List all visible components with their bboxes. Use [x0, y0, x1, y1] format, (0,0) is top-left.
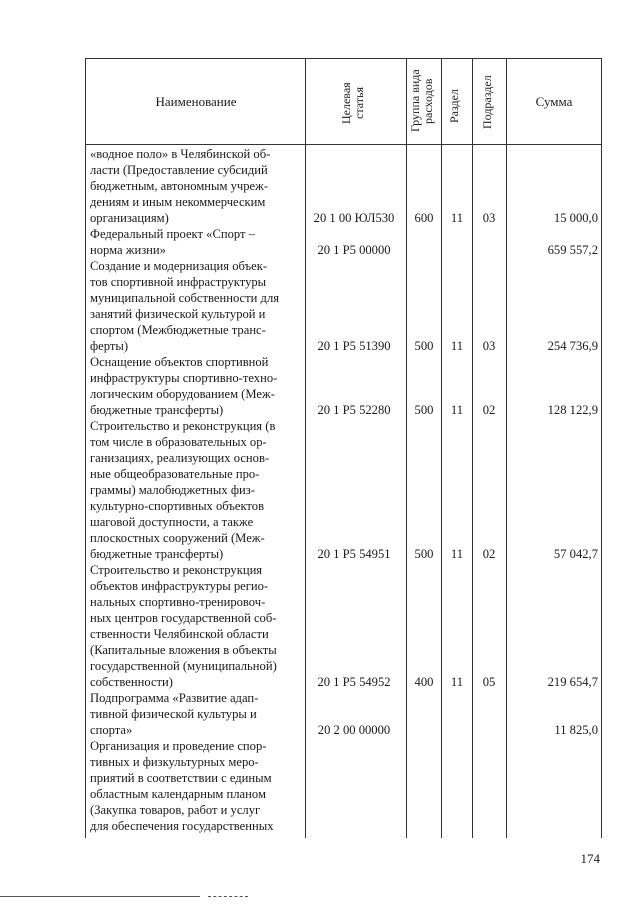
row-text-line: ганизациях, реализующих основ-	[90, 451, 270, 465]
row-text-line: спортом (Межбюджетные транс-	[90, 323, 266, 337]
row-code: 20 1 Р5 51390	[317, 339, 391, 353]
row-text-line: занятий физической культурой и	[90, 307, 266, 321]
row-group: 600	[414, 211, 434, 225]
row-subsection: 03	[482, 211, 496, 225]
table-top-border	[85, 58, 602, 59]
row-subsection: 02	[482, 547, 496, 561]
row-text-line: бюджетные трансферты)	[90, 547, 224, 561]
header-code-line1: Целевая	[339, 82, 353, 124]
header-group	[409, 60, 439, 142]
row-text-line: инфраструктуры спортивно-техно-	[90, 371, 278, 385]
row-section: 11	[450, 211, 464, 225]
row-text-line: Создание и модернизация объек-	[90, 259, 268, 273]
header-bottom-border	[85, 144, 602, 145]
row-text-line: Строительство и реконструкция (в	[90, 419, 276, 433]
row-sum: 57 042,7	[553, 547, 598, 561]
row-text-line: том числе в образовательных ор-	[90, 435, 267, 449]
row-text-line: ственности Челябинской области	[90, 627, 269, 641]
row-sum: 659 557,2	[547, 243, 598, 257]
row-text-line: (Закупка товаров, работ и услуг	[90, 803, 261, 817]
row-text-line: муниципальной собственности для	[90, 291, 280, 305]
row-code: 20 1 Р5 54951	[317, 547, 391, 561]
header-subsection: Подраздел	[480, 75, 494, 129]
row-sum: 219 654,7	[547, 675, 598, 689]
row-text-line: культурно-спортивных объектов	[90, 499, 265, 513]
row-text-line: дениям и иным некоммерческим	[90, 195, 266, 209]
row-subsection: 03	[482, 339, 496, 353]
row-code: 20 1 Р5 00000	[317, 243, 391, 257]
row-text-line: нальных спортивно-тренировоч-	[90, 595, 266, 609]
row-sum: 254 736,9	[547, 339, 598, 353]
table-row-name	[90, 354, 302, 418]
row-section: 11	[450, 403, 464, 417]
row-sum: 11 825,0	[554, 723, 598, 737]
column-divider-name	[305, 58, 306, 838]
table-right-border	[601, 58, 602, 838]
header-group-line2: расходов	[421, 78, 435, 124]
row-text-line: бюджетным, автономным учреж-	[90, 179, 269, 193]
row-text-line: бюджетные трансферты)	[90, 403, 224, 417]
row-text-line: Федеральный проект «Спорт –	[90, 227, 255, 241]
row-text-line: ные общеобразовательные про-	[90, 467, 260, 481]
row-text-line: шаговой доступности, а также	[90, 515, 254, 529]
column-divider-subsection	[506, 58, 507, 838]
row-text-line: собственности)	[90, 675, 173, 689]
row-text-line: Оснащение объектов спортивной	[90, 355, 269, 369]
row-text-line: логическим оборудованием (Меж-	[90, 387, 275, 401]
row-text-line: Организация и проведение спор-	[90, 739, 267, 753]
table-row-name	[90, 146, 302, 226]
row-text-line: областным календарным планом	[90, 787, 266, 801]
page-number: 174	[580, 851, 600, 866]
row-text-line: тов спортивной инфраструктуры	[90, 275, 267, 289]
column-divider-group	[441, 58, 442, 838]
row-text-line: «водное поло» в Челябинской об-	[90, 147, 271, 161]
header-code-line2: статья	[352, 87, 366, 119]
column-divider-section	[472, 58, 473, 838]
row-section: 11	[450, 547, 464, 561]
table-row-name	[90, 562, 302, 690]
row-sum: 128 122,9	[547, 403, 598, 417]
row-text-line: тивных и физкультурных меро-	[90, 755, 259, 769]
header-code	[340, 70, 370, 136]
row-group: 400	[414, 675, 434, 689]
row-text-line: Строительство и реконструкция	[90, 563, 263, 577]
row-text-line: плоскостных сооружений (Меж-	[90, 531, 265, 545]
row-text-line: ных центров государственной соб-	[90, 611, 277, 625]
table-row-name	[90, 258, 302, 354]
footer-rule	[0, 896, 200, 897]
row-text-line: объектов инфраструктуры регио-	[90, 579, 269, 593]
row-subsection: 02	[482, 403, 496, 417]
header-sum: Сумма	[535, 94, 573, 109]
row-group: 500	[414, 547, 434, 561]
header-group-line1: Группа вида	[408, 69, 422, 133]
table-row-name	[90, 738, 302, 834]
row-sum: 15 000,0	[553, 211, 598, 225]
row-text-line: приятий в соответствии с единым	[90, 771, 272, 785]
row-text-line: спорта»	[90, 723, 133, 737]
table-row-name	[90, 226, 302, 258]
row-text-line: Подпрограмма «Развитие адап-	[90, 691, 259, 705]
row-code: 20 2 00 00000	[317, 723, 391, 737]
row-section: 11	[450, 339, 464, 353]
row-text-line: ферты)	[90, 339, 129, 353]
row-code: 20 1 Р5 52280	[317, 403, 391, 417]
footer-rule-dash	[208, 896, 248, 897]
row-code: 20 1 Р5 54952	[317, 675, 391, 689]
row-text-line: для обеспечения государственных	[90, 819, 274, 833]
table-row-name	[90, 418, 302, 562]
row-text-line: организациям)	[90, 211, 169, 225]
row-text-line: ласти (Предоставление субсидий	[90, 163, 268, 177]
row-subsection: 05	[482, 675, 496, 689]
row-group: 500	[414, 403, 434, 417]
table-left-border	[85, 58, 86, 838]
row-section: 11	[450, 675, 464, 689]
row-text-line: граммы) малобюджетных физ-	[90, 483, 255, 497]
row-code: 20 1 00 ЮЛ530	[313, 211, 395, 225]
row-text-line: государственной (муниципальной)	[90, 659, 277, 673]
header-section: Раздел	[447, 89, 461, 123]
column-divider-code	[406, 58, 407, 838]
header-name: Наименование	[155, 94, 237, 109]
row-text-line: (Капитальные вложения в объекты	[90, 643, 277, 657]
row-text-line: норма жизни»	[90, 243, 166, 257]
row-group: 500	[414, 339, 434, 353]
row-text-line: тивной физической культуры и	[90, 707, 257, 721]
table-row-name	[90, 690, 302, 738]
